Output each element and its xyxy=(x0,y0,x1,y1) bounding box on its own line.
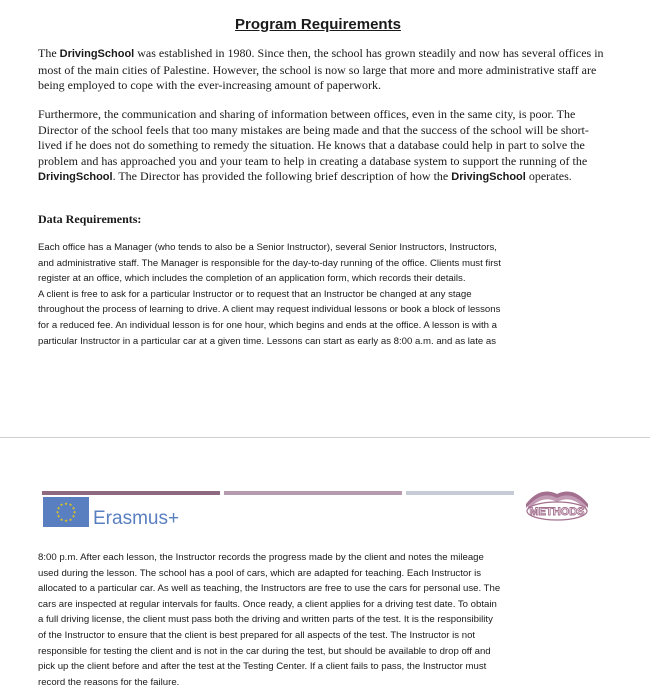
svg-text:★: ★ xyxy=(56,513,61,519)
text-line: responsible for testing the client and is not in the car during the test, but should be available to drop off and xyxy=(38,645,491,657)
intro-paragraph-1: The DrivingSchool was established in 1980. Since then, the school has grown steadily and now has several offices in most of the main cities of Palestine. However, the school is now so large that more and more administrative staff are being employed to cope with the ever-increasing amount of paperwork. xyxy=(38,46,604,92)
page-divider xyxy=(0,437,650,438)
text-line: and administrative staff. The Manager is responsible for the day-to-day running of the office. Clients must first xyxy=(38,257,501,269)
text-line: a full driving license, the client must pass both the driving and written parts of the test. It is the responsibility xyxy=(38,614,493,626)
footer-bar-3 xyxy=(406,491,514,495)
svg-text:★: ★ xyxy=(68,502,73,508)
svg-text:★: ★ xyxy=(64,518,68,523)
data-requirements-paragraph-1 xyxy=(38,240,606,349)
open-book-icon xyxy=(518,478,596,524)
methods-logo-text: METHODS xyxy=(529,506,585,518)
page-title: Program Requirements xyxy=(235,16,401,33)
svg-text:★: ★ xyxy=(56,505,61,511)
svg-text:★: ★ xyxy=(71,505,76,511)
text-line: A client is free to ask for a particular Instructor or to request that an Instructor be changed at any stage xyxy=(38,288,472,300)
svg-text:★: ★ xyxy=(64,501,68,506)
text-line: record the reasons for the failure. xyxy=(38,676,180,688)
school-name: DrivingSchool xyxy=(59,48,135,60)
eu-flag-icon xyxy=(43,497,89,527)
methods-logo xyxy=(518,478,596,524)
school-name: DrivingSchool xyxy=(451,171,526,183)
data-requirements-heading: Data Requirements: xyxy=(38,212,142,226)
text-line: of the Instructor to ensure that the client is best prepared for all aspects of the test. The Instructor is not xyxy=(38,629,476,641)
text-line: 8:00 p.m. After each lesson, the Instructor records the progress made by the client and notes the mileage xyxy=(38,552,484,563)
svg-text:★: ★ xyxy=(68,516,73,522)
svg-text:★: ★ xyxy=(71,513,76,519)
footer-bar-2 xyxy=(224,491,402,495)
svg-text:★: ★ xyxy=(55,509,60,515)
text-line: used during the lesson. The school has a pool of cars, which are adapted for teaching. Each Instructor is xyxy=(38,567,481,579)
svg-text:★: ★ xyxy=(59,502,64,508)
text-line: register at an office, which includes the completion of an application form, which records their details. xyxy=(38,273,466,285)
svg-text:★: ★ xyxy=(59,516,64,522)
text-line: particular Instructor in a particular car at a given time. Lessons can start as early as 8:00 a.m. and as late as xyxy=(38,335,497,347)
text-line: for a reduced fee. An individual lesson is for one hour, which begins and ends at the office. A lesson is with a xyxy=(38,319,498,331)
footer-bar-1 xyxy=(42,491,220,495)
text-line: Each office has a Manager (who tends to also be a Senior Instructor), several Senior Instructors, Instructors, xyxy=(38,242,497,253)
school-name: DrivingSchool xyxy=(38,171,113,183)
erasmus-plus-logo-text: Erasmus+ xyxy=(93,508,180,529)
text-line: cars are inspected at regular intervals for faults. Once ready, a client applies for a driving test date. To obtain xyxy=(38,598,497,610)
data-requirements-paragraph-2 xyxy=(38,550,606,690)
intro-paragraph-2: Furthermore, the communication and sharing of information between offices, even in the same city, is poor. The Director of the school feels that too many mistakes are being made and that the success of the school will be short-lived if he does not do something to remedy the situation. He knows that a database could help in part to solve the problem and has approached you and your team to help in creating a database system to support the running of the DrivingSchool. The Director has provided the following brief description of how the DrivingSchool operates. xyxy=(38,107,589,183)
text-line: allocated to a particular car. As well as teaching, the Instructors are free to use the cars for personal use. The xyxy=(38,583,501,595)
svg-text:★: ★ xyxy=(72,509,77,515)
text-line: pick up the client before and after the test at the Testing Center. If a client fails to pass, the Instructor must xyxy=(38,661,487,673)
text-line: throughout the process of learning to drive. A client may request individual lessons or book a block of lessons xyxy=(38,304,501,316)
